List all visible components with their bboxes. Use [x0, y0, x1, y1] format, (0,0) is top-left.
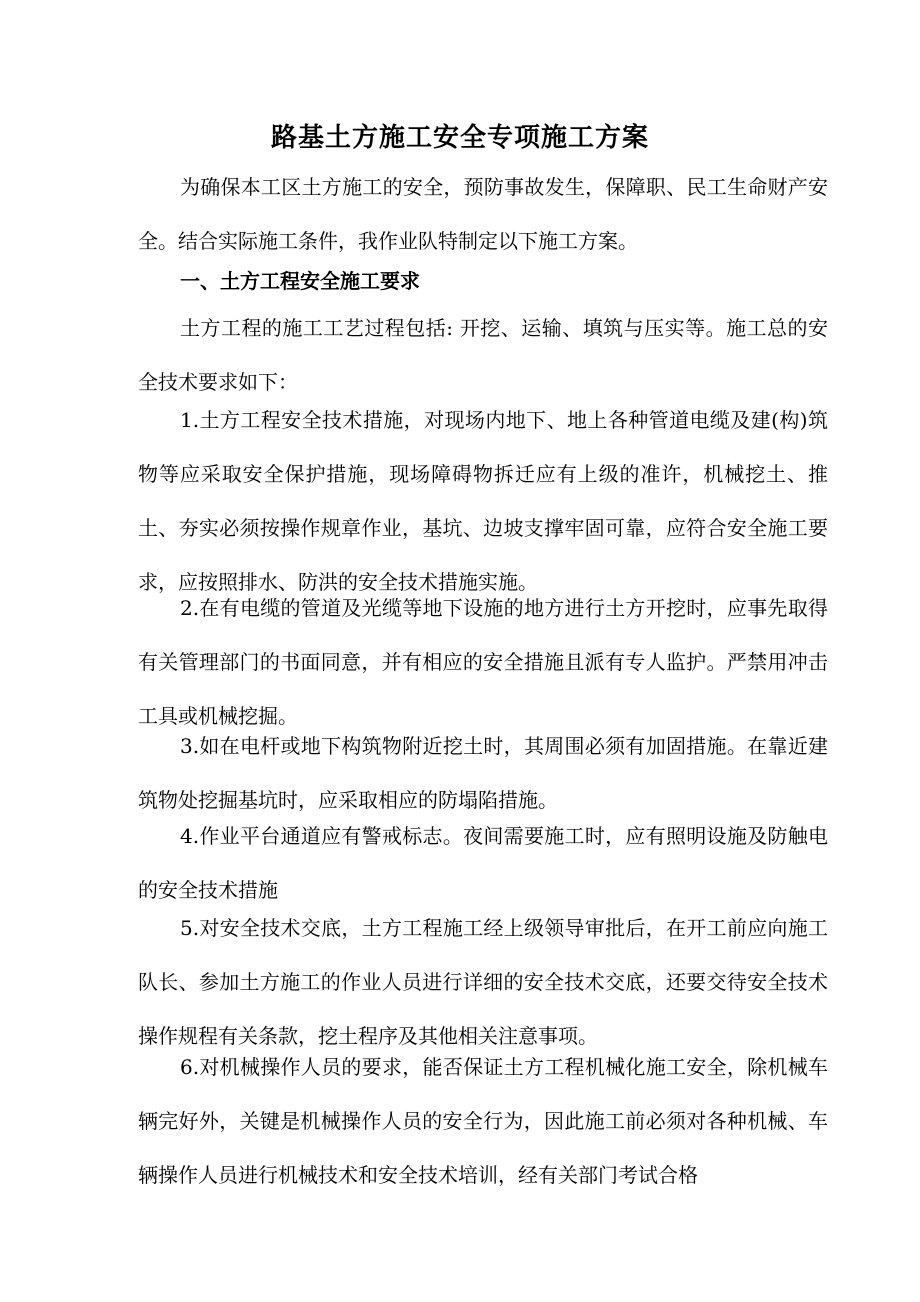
section-heading: 一、土方工程安全施工要求	[180, 269, 420, 293]
list-item-4: 4.作业平台通道应有警戒标志。夜间需要施工时，应有照明设施及防触电的安全技术措施	[138, 824, 828, 902]
list-item-1: 1.土方工程安全技术措施，对现场内地下、地上各种管道电缆及建(构)筑物等应采取安全保护措施，现场障碍物拆迁应有上级的准许，机械挖土、推土、夯实必须按操作规章作业，基坑、边坡支撑牢固可靠，应符合安全施工要求，应按照排水、防洪的安全技术措施实施。	[138, 408, 828, 594]
intro-paragraph: 为确保本工区土方施工的安全，预防事故发生，保障职、民工生命财产安全。结合实际施工条件，我作业队特制定以下施工方案。	[138, 175, 828, 253]
document-title: 路基土方施工安全专项施工方案	[270, 123, 649, 153]
list-item-3: 3.如在电杆或地下构筑物附近挖土时，其周围必须有加固措施。在靠近建筑物处挖掘基坑时，应采取相应的防塌陷措施。	[138, 734, 828, 812]
list-item-6: 6.对机械操作人员的要求，能否保证土方工程机械化施工安全，除机械车辆完好外，关键是机械操作人员的安全行为，因此施工前必须对各种机械、车辆操作人员进行机械技术和安全技术培训，经有关部门考试合格	[138, 1055, 828, 1187]
list-item-5: 5.对安全技术交底，土方工程施工经上级领导审批后，在开工前应向施工队长、参加土方施工的作业人员进行详细的安全技术交底，还要交待安全技术操作规程有关条款，挖土程序及其他相关注意事项。	[138, 916, 828, 1048]
list-item-2: 2.在有电缆的管道及光缆等地下设施的地方进行土方开挖时，应事先取得有关管理部门的书面同意，并有相应的安全措施且派有专人监护。严禁用冲击工具或机械挖掘。	[138, 596, 828, 728]
section-intro-paragraph: 土方工程的施工工艺过程包括: 开挖、运输、填筑与压实等。施工总的安全技术要求如下：	[138, 316, 828, 394]
